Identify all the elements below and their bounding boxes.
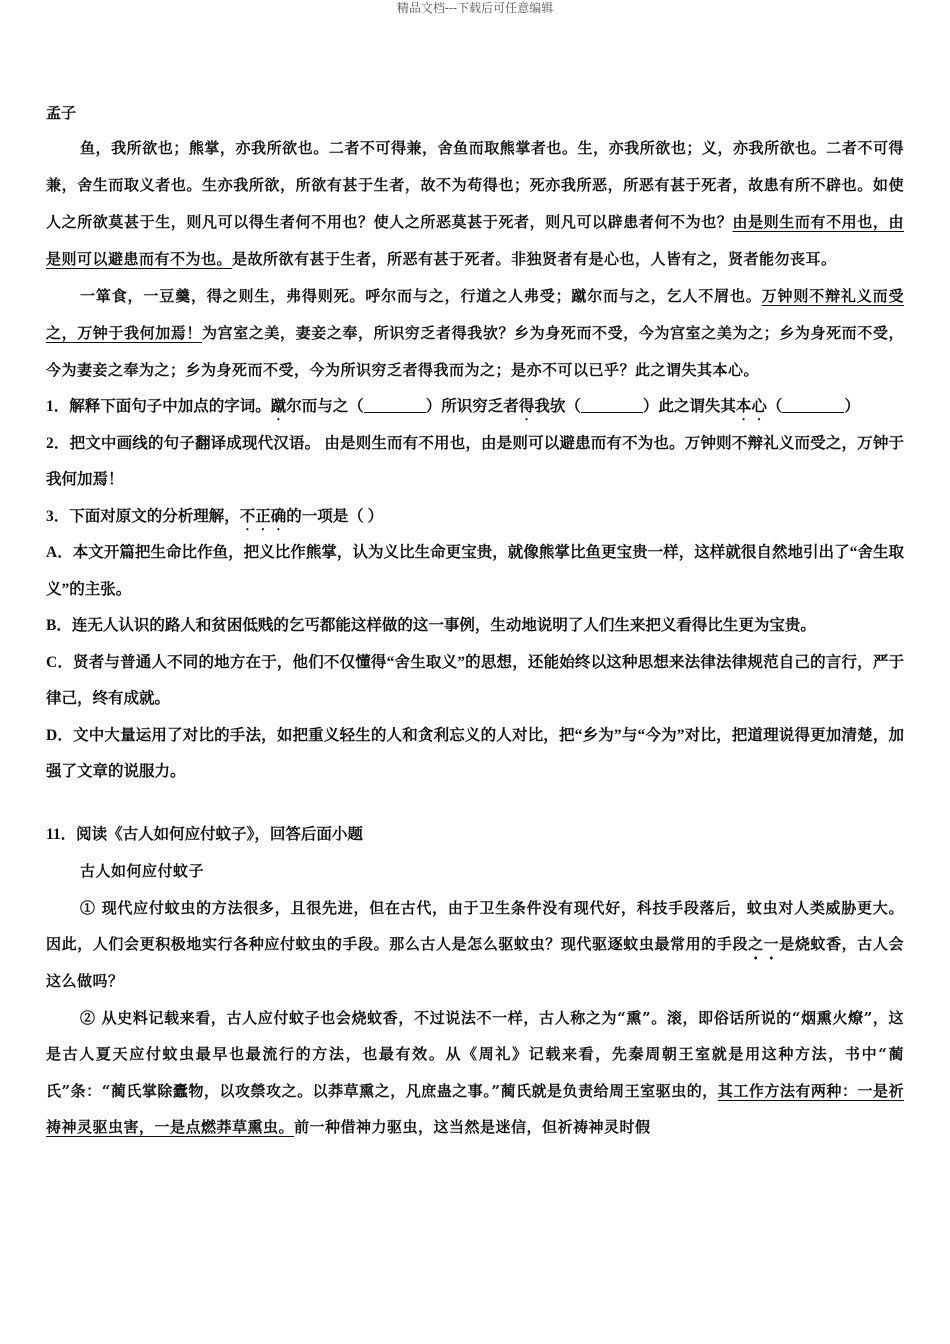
passage-text: 一箪食，一豆羹，得之则生，弗得则死。呼尔而与之，行道之人弗受；蹴尔而与之，乞人不屑也。 (80, 287, 762, 305)
question-text: 3．下面对原文的分析理解， (46, 507, 240, 525)
option-d[interactable]: D．文中大量运用了对比的手法，如把重义轻生的人和贪利忘义的人对比，把“乡为”与“今为”对比，把道理说得更加清楚，加强了文章的说服力。 (46, 726, 904, 780)
question-text: 尔而与之（ (286, 398, 364, 415)
article-title: 古人如何应付蚊子 (80, 862, 205, 880)
underlined-sentence-2: 万钟则不辩礼义而受之，万钟于我何加焉！ (46, 287, 904, 342)
dotted-word: 不正确 (239, 507, 287, 525)
question-1 (46, 389, 904, 426)
passage-paragraph-1 (46, 130, 904, 278)
question-text: （ (766, 398, 783, 415)
underlined-sentence-3: 其工作方法有两种：一是祈祷神灵驱虫害，一是点燃莽草熏虫。 (46, 1081, 904, 1136)
dotted-word: 蹴 (270, 398, 287, 415)
question-text: 1．解释下面句子中加点的字词。 (46, 398, 271, 415)
passage-text: 鱼，我所欲也；熊掌，亦我所欲也。二者不可得兼，舍鱼而取熊掌者也。生，亦我所欲也；义，亦我所欲也。二者不可得兼，舍生而取义者也。生亦我所欲，所欲有甚于生者，故不为苟得也；死亦我所恶，所恶有甚于死者，故患有所不辟也。如使人之所欲莫甚于生，则凡可以得生者何不用也？使人之所恶莫甚于死者，则凡可以辟患者何不为也？ (46, 139, 904, 231)
passage-text: 是故所欲有甚于生者，所恶有甚于死者。非独贤者有是心也，人皆有之，贤者能勿丧耳。 (232, 250, 837, 268)
article-paragraph-2 (46, 1000, 904, 1146)
question-text: ） (844, 398, 860, 415)
option-b[interactable]: B．连无人认识的路人和贫困低贱的乞丐都能这样做的这一事例，生动地说明了人们生来把义看得比生更为宝贵。 (46, 617, 816, 634)
dotted-word: 本心 (735, 398, 767, 415)
article-text: 前一种借神力驱虫，这当然是迷信，但祈祷神灵时假 (294, 1118, 651, 1136)
article-text: ① 现代应付蚊虫的方法很多，且很先进，但在古代，由于卫生条件没有现代好，科技手段落后，蚊虫对人类威胁更大。因此，人们会更积极地实行各种应付蚊虫的手段。那么古人是怎么驱蚊虫？现代驱逐蚊虫最常用的手段 (46, 898, 904, 953)
article-text: ② 从史料记载来看，古人应付蚊子也会烧蚊香，不过说法不一样，古人称之为“熏”。滚，即俗话所说的“烟熏火燎”，这是古人夏天应付蚊虫最早也最流行的方法，也最有效。从《周礼》记载来看，先秦周朝王室就是用这种方法，书中“蔺氏”条：“蔺氏掌除蠹物，以攻禜攻之。以莽草熏之，凡庶蛊之事。”蔺氏就是负责给周王室驱虫的， (46, 1008, 904, 1100)
question-text: ）此之谓失其 (642, 398, 736, 415)
dotted-word: 得 (518, 398, 535, 415)
answer-blank[interactable] (581, 398, 643, 413)
page-header: 精品文档---下载后可任意编辑 (396, 1, 554, 15)
underlined-sentence-1: 由是则生而有不用也，由是则可以避患而有不为也。 (46, 213, 904, 268)
article-text: 是烧蚊香，古人会这么做吗？ (46, 935, 904, 990)
passage-paragraph-2 (46, 278, 904, 389)
article-paragraph-1 (46, 890, 904, 1000)
question-3 (46, 499, 904, 536)
question-text: ）所识穷乏者 (425, 398, 519, 415)
question-text: 我欤（ (534, 398, 581, 415)
document-body (46, 96, 904, 1146)
question-11-intro: 11．阅读《古人如何应付蚊子》，回答后面小题 (46, 825, 363, 843)
question-2: 2．把文中画线的句子翻译成现代汉语。 由是则生而有不用也，由是则可以避患而有不为也。万钟则不辩礼义而受之，万钟于我何加焉！ (46, 434, 904, 488)
section-gap (46, 791, 904, 817)
answer-blank[interactable] (364, 398, 426, 413)
option-c[interactable]: C．贤者与普通人不同的地方在于，他们不仅懂得“舍生取义”的思想，还能始终以这种思想来法律法律规范自己的言行，严于律己，终有成就。 (46, 653, 904, 707)
passage-author: 孟子 (46, 104, 77, 122)
dotted-word: 之一 (748, 935, 780, 953)
question-text: 的一项是（ ） (286, 507, 384, 525)
answer-blank[interactable] (782, 398, 844, 413)
option-a[interactable]: A．本文开篇把生命比作鱼，把义比作熊掌，认为义比生命更宝贵，就像熊掌比鱼更宝贵一样，这样就很自然地引出了“舍生取义”的主张。 (46, 544, 904, 598)
passage-text: 为宫室之美，妻妾之奉，所识穷乏者得我欤？乡为身死而不受，今为宫室之美为之；乡为身死而不受，今为妻妾之奉为之；乡为身死而不受，今为所识穷乏者得我而为之；是亦不可以已乎？此之谓失其本心。 (46, 324, 904, 379)
